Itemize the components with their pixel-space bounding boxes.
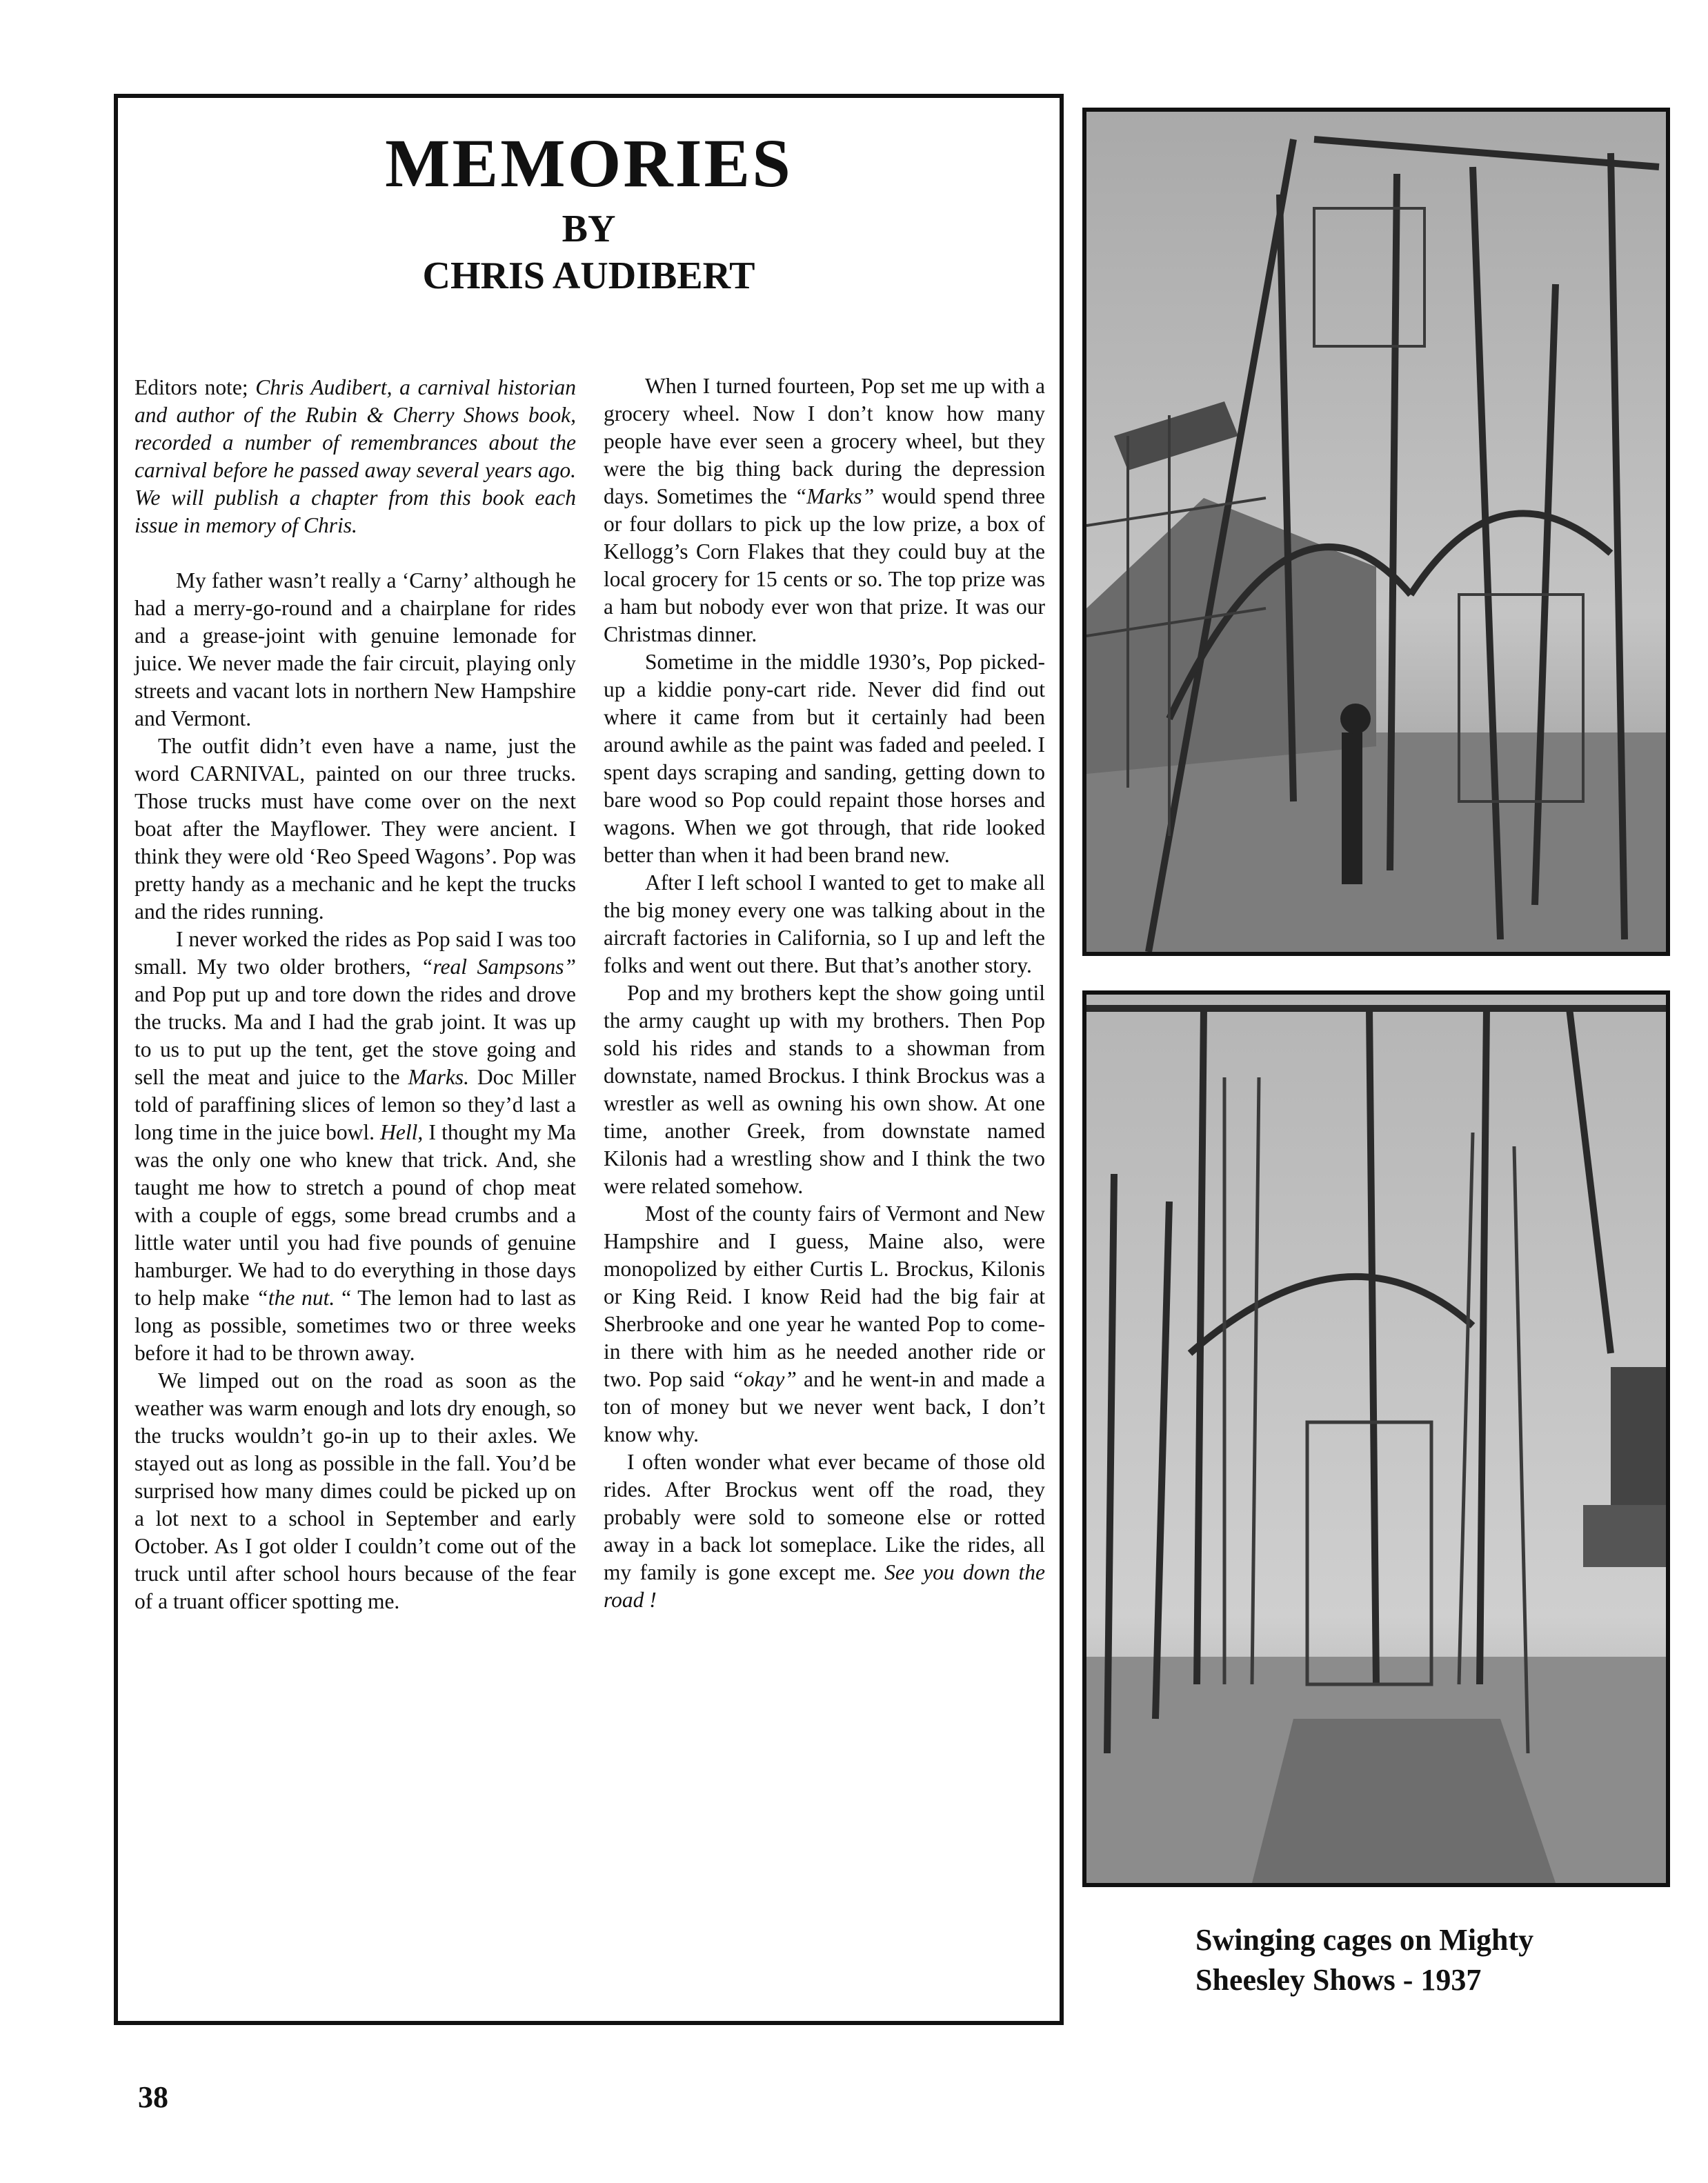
text-run-italic: See you down the road !	[604, 1560, 1046, 1612]
text-run: I never worked the rides as Pop said I was too small. My two older brothers,	[135, 927, 576, 979]
text-run-italic: “real Sampsons”	[420, 955, 576, 979]
text-run: When I turned fourteen, Pop set me up with a grocery wheel. Now I don’t know how many people have ever seen a grocery wheel, but they were the big thing back during the depression days. Sometimes the	[604, 374, 1045, 508]
editors-note-text: Chris Audibert, a carnival historian and author of the Rubin & Cherry Shows book, recorded a number of remembrances about the carnival before he passed away several years ago. We will publish a chapter from this book each issue in memory of Chris.	[135, 375, 576, 537]
editors-note-prefix: Editors note;	[135, 375, 256, 399]
paragraph	[604, 1448, 1045, 1614]
paragraph: After I left school I wanted to get to make all the big money every one was talking about in the aircraft factories in California, so I up and left the folks and went out there. But that’s another story.	[604, 870, 1045, 977]
caption-line-2: Sheesley Shows - 1937	[1195, 1963, 1482, 1997]
paragraph	[604, 372, 1045, 648]
text-run: I often wonder what ever became of those old rides. After Brockus went off the road, they probably were sold to someone else or rotted away in a back lot someplace. Like the rides, all my family is gone except me.	[604, 1450, 1045, 1584]
text-run: “ The lemon had to last as long as possible, sometimes two or three weeks before it had to be thrown away.	[135, 1286, 576, 1365]
paragraph: Pop and my brothers kept the show going until the army caught up with my brothers. Then Pop sold his rides and stands to a showman from downstate, named Brockus. I think Brockus was a wrestler as well as owning his own show. At one time, another Greek, from downstate named Kilonis had a wrestling show and I think the two were related somehow.	[604, 981, 1045, 1198]
article-box	[114, 94, 1064, 2025]
paragraph	[604, 1200, 1045, 1448]
text-run: and Pop put up and tore down the rides and drove the trucks. Ma and I had the grab joint. It was up to us to put up the tent, get the stove going and sell the meat and juice to the	[135, 982, 576, 1089]
article-title: MEMORIES	[385, 125, 793, 201]
text-run: I thought my Ma was the only one who knew that trick. And, she taught me how to stretch a pound of chop meat with a couple of eggs, some bread crumbs and a little water until you had five pounds of genuine hamburger. We had to do everything in those days to help make	[135, 1120, 576, 1310]
text-run: Most of the county fairs of Vermont and New Hampshire and I guess, Maine also, were monopolized by either Curtis L. Brockus, Kilonis or King Reid. I know Reid had the big fair at Sherbrooke and one year he wanted Pop to come-in there with him as he needed another ride or two. Pop said	[604, 1202, 1045, 1391]
text-run-italic: “the nut.	[256, 1286, 335, 1310]
text-run-italic: “Marks”	[794, 484, 875, 508]
paragraph: We limped out on the road as soon as the weather was warm enough and lots dry enough, so the trucks wouldn’t go-in up to their axles. We stayed out as long as possible in the fall. You’d be surprised how many dimes could be picked up on a lot next to a school in September and early October. As I got older I couldn’t come out of the truck until after school hours because of the fear of a truant officer spotting me.	[135, 1368, 576, 1613]
paragraph: Sometime in the middle 1930’s, Pop picked-up a kiddie pony-cart ride. Never did find out where it came from but it certainly had been around awhile as the paint was faded and peeled. I spent days scraping and sanding, getting down to bare wood so Pop could repaint those horses and wagons. When we got through, that ride looked better than when it had been brand new.	[604, 650, 1045, 867]
page-number: 38	[138, 2080, 168, 2114]
photo-illustration	[1086, 995, 1666, 1883]
text-run-italic: Hell,	[380, 1120, 424, 1144]
paragraph	[135, 926, 576, 1367]
byline-by: BY	[562, 208, 616, 250]
text-run: Doc Miller told of paraffining slices of lemon so they’d last a long time in the juice bowl.	[135, 1065, 577, 1144]
text-run: and he went-in and made a ton of money but we never went back, I don’t know why.	[604, 1367, 1045, 1446]
article-column-right	[604, 372, 1045, 1614]
paragraph: The outfit didn’t even have a name, just the word CARNIVAL, painted on our three trucks. Those trucks must have come over on the next boat after the Mayflower. They were ancient. I think they were old ‘Reo Speed Wagons’. Pop was pretty handy as a mechanic and he kept the trucks and the rides running.	[135, 734, 576, 924]
text-run: would spend three or four dollars to pick up the low prize, a box of Kellogg’s Corn Flakes that they could buy at the local grocery for 15 cents or so. The top prize was a ham but nobody ever won that prize. It was our Christmas dinner.	[604, 484, 1045, 646]
text-run-italic: Marks.	[408, 1065, 469, 1089]
article-column-left	[135, 374, 576, 1615]
photo-swinging-cages-bottom	[1082, 990, 1670, 1887]
photo-swinging-cages-top	[1082, 108, 1670, 956]
photo-illustration	[1086, 112, 1666, 952]
byline-author: CHRIS AUDIBERT	[422, 255, 755, 297]
text-run-italic: “okay”	[731, 1367, 797, 1391]
photo-caption	[1195, 1920, 1533, 2000]
editors-note	[135, 374, 576, 539]
paragraph: My father wasn’t really a ‘Carny’ although he had a merry-go-round and a chairplane for rides and a grease-joint with genuine lemonade for juice. We never made the fair circuit, playing only streets and vacant lots in northern New Hampshire and Vermont.	[135, 568, 576, 730]
caption-line-1: Swinging cages on Mighty	[1195, 1923, 1534, 1957]
